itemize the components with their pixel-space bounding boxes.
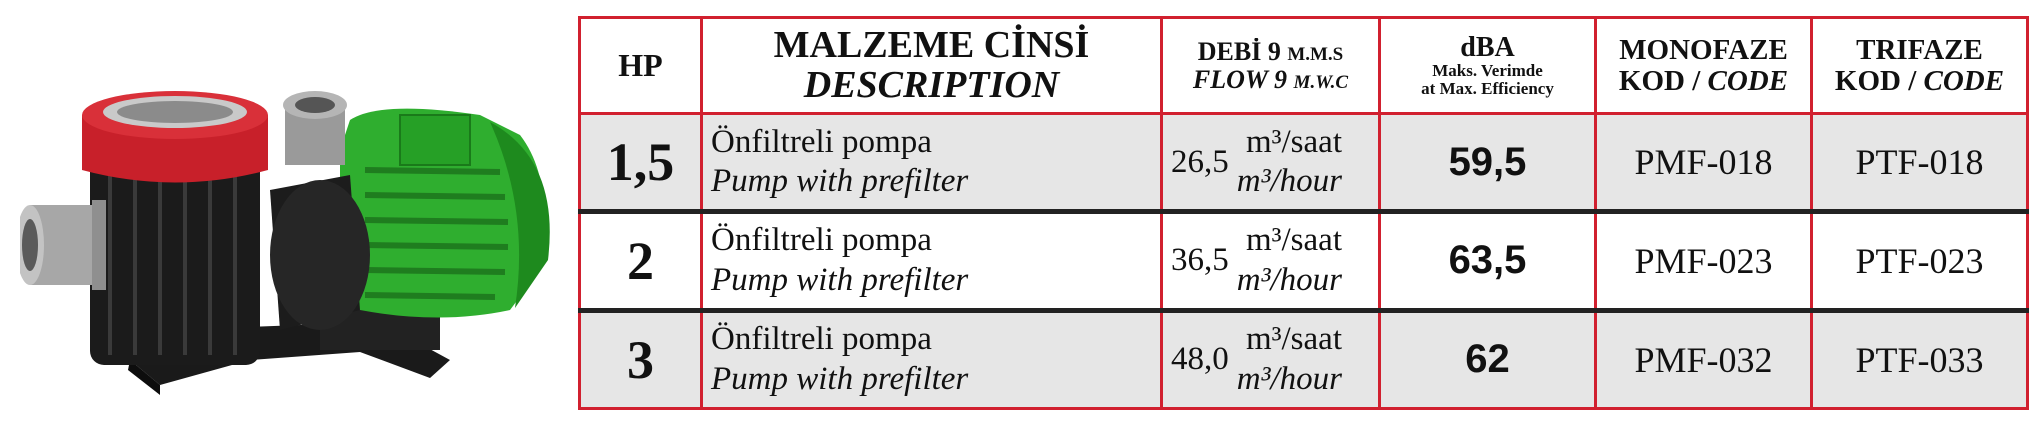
flow-cell [1162,212,1380,310]
header-monophase [1596,18,1812,114]
header-hp-label: HP [618,46,663,83]
monophase-code-cell: PMF-023 [1596,212,1812,310]
header-flow-en [1163,66,1378,93]
header-triphase-title: TRIFAZE [1856,34,1983,67]
table-row [580,310,2028,408]
monophase-code-cell: PMF-018 [1596,114,1812,212]
dba-cell: 63,5 [1380,212,1596,310]
description-en: Pump with prefilter [711,261,969,298]
header-triphase-code-en: CODE [1923,64,2005,97]
header-description [702,18,1162,114]
header-description-tr: MALZEME CİNSİ [773,23,1090,66]
dba-cell: 62 [1380,310,1596,408]
description-en: Pump with prefilter [711,163,969,200]
hp-cell: 3 [580,310,702,408]
flow-value: 36,5 [1171,242,1229,279]
header-description-en: DESCRIPTION [803,63,1060,106]
table-row [580,114,2028,212]
flow-unit-tr: m³/saat [1245,123,1342,160]
table-row [580,212,2028,310]
pump-product-image [20,60,580,400]
hp-cell: 2 [580,212,702,310]
header-flow-en-unit: M.W.C [1293,71,1349,93]
header-flow-tr-unit: M.M.S [1287,44,1344,66]
header-monophase-code-tr: KOD / [1618,64,1701,97]
header-dba-title: dBA [1460,31,1515,63]
header-monophase-title: MONOFAZE [1619,34,1788,67]
header-flow-tr [1163,38,1378,65]
flow-unit-tr: m³/saat [1245,222,1342,259]
triphase-code-cell: PTF-023 [1812,212,2028,310]
flow-value: 26,5 [1171,143,1229,180]
header-flow-tr-main: DEBİ 9 [1197,38,1281,66]
description-en: Pump with prefilter [711,360,969,397]
description-tr: Önfiltreli pompa [711,321,932,358]
header-dba-sub-en: at Max. Efficiency [1421,79,1554,99]
header-triphase [1812,18,2028,114]
header-dba [1380,18,1596,114]
triphase-code-cell: PTF-033 [1812,310,2028,408]
description-cell [702,310,1162,408]
triphase-code-cell: PTF-018 [1812,114,2028,212]
flow-cell [1162,114,1380,212]
header-dba-sub-tr: Maks. Verimde [1432,61,1543,81]
dba-cell: 59,5 [1380,114,1596,212]
flow-cell [1162,310,1380,408]
description-cell [702,114,1162,212]
pump-spec-table [578,16,2029,410]
flow-unit-en: m³/hour [1236,360,1342,397]
monophase-code-cell: PMF-032 [1596,310,1812,408]
description-cell [702,212,1162,310]
flow-unit-en: m³/hour [1236,163,1342,200]
header-flow [1162,18,1380,114]
flow-unit-en: m³/hour [1236,261,1342,298]
header-triphase-code-tr: KOD / [1834,64,1917,97]
header-flow-en-main: FLOW 9 [1192,65,1288,93]
description-tr: Önfiltreli pompa [711,222,932,259]
flow-value: 48,0 [1171,341,1229,378]
header-monophase-code-en: CODE [1707,64,1789,97]
header-monophase-code [1597,66,1810,96]
table-header-row [580,18,2028,114]
description-tr: Önfiltreli pompa [711,123,932,160]
header-triphase-code [1813,66,2026,96]
header-hp [580,18,702,114]
hp-cell: 1,5 [580,114,702,212]
flow-unit-tr: m³/saat [1245,321,1342,358]
